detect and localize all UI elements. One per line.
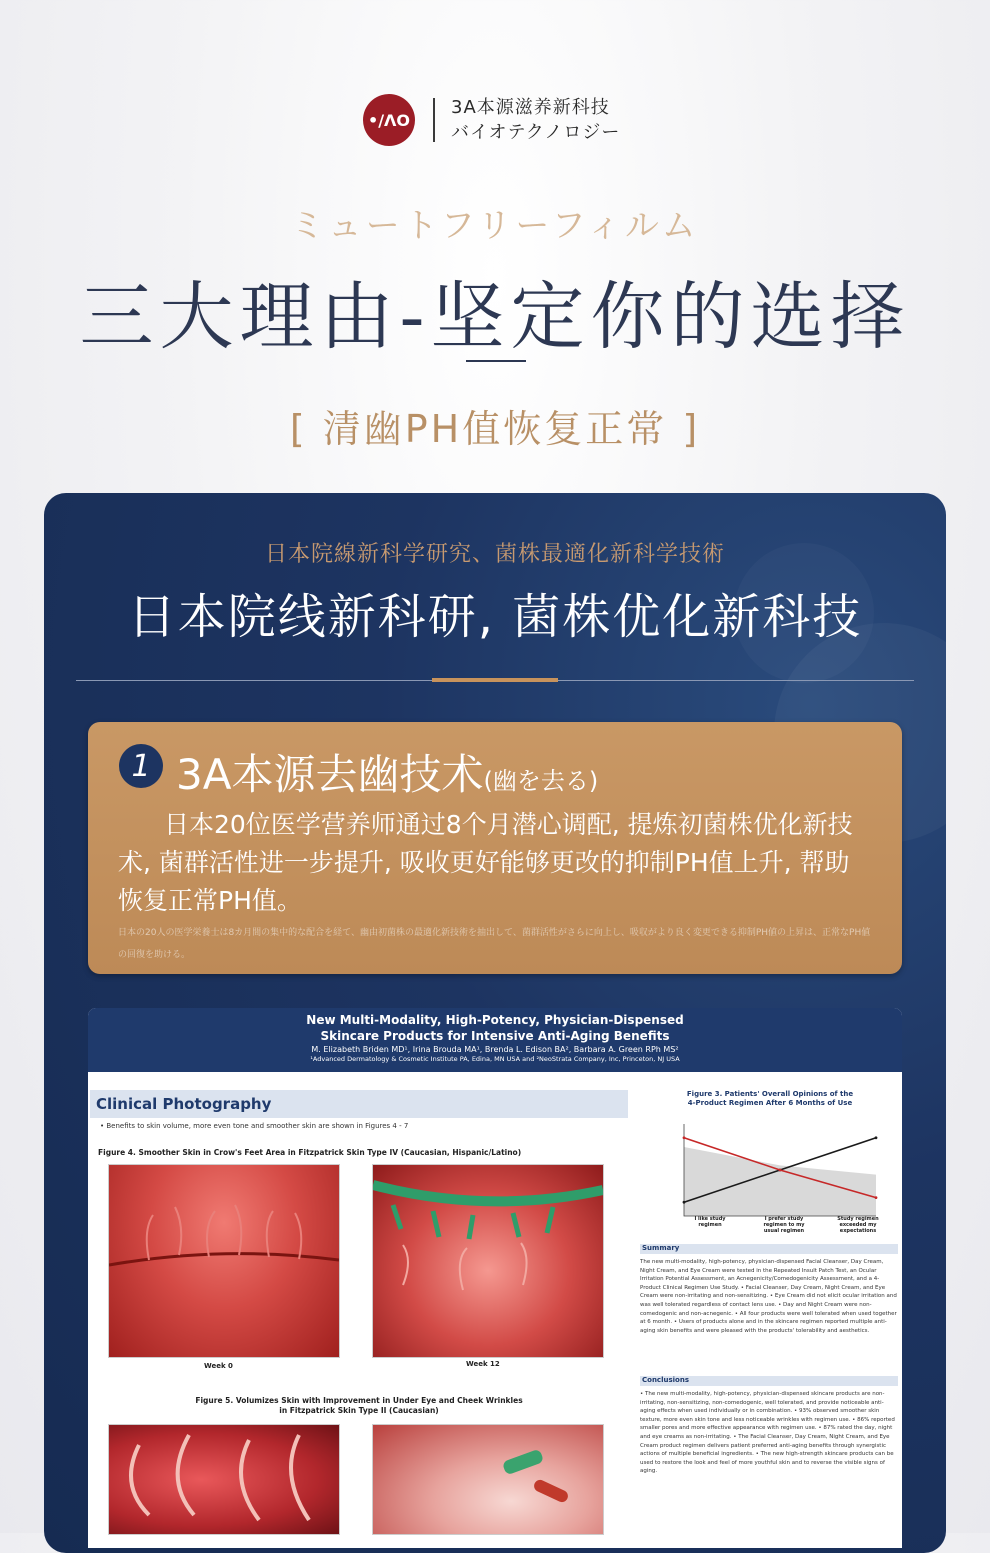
chart-x-labels (684, 1216, 884, 1234)
hero-subtitle-jp: ミュートフリーフィルム (290, 206, 700, 246)
title-underline (466, 360, 526, 362)
brand-divider (433, 98, 435, 142)
chart-title-line-2: 4-Product Regimen After 6 Months of Use (687, 1099, 853, 1107)
card-title-main: 3A本源去幽技术 (176, 750, 484, 799)
conclusions-heading: Conclusions (640, 1376, 898, 1386)
opinion-chart (660, 1116, 890, 1232)
poster-title-line-1: New Multi-Modality, High-Potency, Physician-Dispensed (306, 1013, 684, 1027)
chart-point (683, 1201, 686, 1204)
figure-5-caption (90, 1396, 628, 1416)
summary-text: The new multi-modality, high-potency, physician-dispensed Facial Cleanser, Day Cream, Night Cream, and Eye Cream were tested in the Repeated Insult Patch Test, an Ocular Irritation Potential Assessment, an Acnegenicity/Comedogenicity Assessment, and a 4-Product Clinical Regimen Use Study. • Facial Cleanser, Day Cream, Night Cream, and Eye Cream were non-irritating and non-sensitizing. • Eye Cream did not elicit ocular irritation and was well tolerated regardless of contact lens use. • Day and Night Cream were non-comedogenic and non-acnegenic. • All four products were well tolerated when used together at 6 month. • Users of products alone and in the skincare regimen reported multiple anti-aging skin benefits and were pleased with the products' tolerability and aesthetics. (640, 1259, 897, 1334)
chart-point (875, 1196, 878, 1199)
hero-bracket-tag: [ 清幽PH值恢复正常 ] (289, 407, 701, 451)
panel-cn-heading: 日本院线新科研, 菌株优化新科技 (127, 589, 863, 645)
brand-logo (363, 94, 415, 146)
photo-week-0 (108, 1164, 340, 1358)
summary-heading: Summary (640, 1244, 898, 1254)
photo-figure-5-before (108, 1424, 340, 1535)
poster-affiliations: ¹Advanced Dermatology & Cosmetic Institute PA, Edina, MN USA and ²NeoStrata Company, Inc, Princeton, NJ USA (310, 1055, 680, 1063)
poster-authors: M. Elizabeth Briden MD¹, Irina Brouda MA¹, Brenda L. Edison BA², Barbara A. Green RPh MS² (311, 1045, 679, 1054)
section-bullet: • Benefits to skin volume, more even tone and smoother skin are shown in Figures 4 - 7 (100, 1122, 409, 1130)
card-title-suffix: (幽を去る) (483, 767, 599, 795)
chart-x-label-2: I prefer study regimen to my usual regimen (763, 1216, 805, 1234)
poster-title-line-2: Skincare Products for Intensive Anti-Aging Benefits (320, 1029, 670, 1043)
chart-title (660, 1090, 880, 1108)
skin-illustration-week0 (109, 1165, 339, 1357)
card-title (176, 742, 598, 802)
brand-line-2: バイオテクノロジー (451, 122, 621, 143)
panel-jp-heading: 日本院線新科学研究、菌株最適化新科学技術 (264, 542, 725, 567)
conclusions-text: • The new multi-modality, high-potency, physician-dispensed skincare products are non-irritating, non-sensitizing, non-comedogenic, well tolerated, and provide noticeable anti-aging effects when used individually or in combination. • 93% observed smoother skin texture, more even skin tone and less noticeable wrinkles with regimen use. • 86% reported smaller pores and more effective appearance with regimen use. • 87% rated the day, night and eye creams as non-irritating. • The Facial Cleanser, Day Cream, Night Cream, and Eye Cream product regimen delivers patient preferred anti-aging benefits through synergistic actions of multiple beneficial ingredients. • The new high-strength skincare products can be used to restore the look and feel of more youthful skin and to reverse the visible signs of aging. (640, 1391, 895, 1475)
photo-figure-5-after (372, 1424, 604, 1535)
brand-logo-text: •/ΛO (367, 110, 411, 130)
chart-title-line-1: Figure 3. Patients' Overall Opinions of the (686, 1090, 854, 1098)
figure-5-caption-line-2: in Fitzpatrick Skin Type II (Caucasian) (279, 1406, 439, 1415)
chart-point (683, 1136, 686, 1139)
step-number-badge (119, 744, 163, 788)
figure-4-caption: Figure 4. Smoother Skin in Crow's Feet Area in Fitzpatrick Skin Type IV (Caucasian, Hispanic/Latino) (98, 1148, 522, 1157)
card-body: 日本20位医学营养师通过8个月潜心调配, 提炼初菌株优化新技术, 菌群活性进一步提升, 吸收更好能够更改的抑制PH值上升, 帮助恢复正常PH值。 (118, 810, 853, 915)
chart-x-label-1: I like study regimen (694, 1216, 726, 1228)
chart-point (875, 1136, 878, 1139)
poster-header (88, 1008, 902, 1072)
skin-illustration-fig5-after (373, 1425, 603, 1534)
skin-illustration-week12 (373, 1165, 603, 1357)
hero-title: 三大理由-坚定你的选择 (79, 274, 911, 360)
skin-illustration-fig5-before (109, 1425, 339, 1534)
brand-text (451, 95, 620, 145)
figure-5-caption-line-1: Figure 5. Volumizes Skin with Improvement in Under Eye and Cheek Wrinkles (195, 1396, 523, 1405)
brand-line-1: 3A本源滋养新科技 (451, 97, 610, 118)
card-fine-print: 日本の20人の医学栄養士は8カ月間の集中的な配合を経て、幽由初菌株の最適化新技術を抽出して、菌群活性がさらに向上し、吸収がより良く変更できる抑制PH値の上昇は、正常なPH値の回復を助ける。 (118, 928, 871, 960)
chart-series-area (684, 1147, 876, 1216)
chart-point (779, 1169, 782, 1172)
label-week-12: Week 12 (466, 1360, 500, 1368)
section-title: Clinical Photography (96, 1095, 272, 1113)
label-week-0: Week 0 (204, 1362, 233, 1370)
chart-x-label-3: Study regimen exceeded my expectations (837, 1216, 879, 1234)
step-number: 1 (131, 748, 151, 784)
photo-week-12 (372, 1164, 604, 1358)
panel-divider-accent (432, 678, 558, 682)
brand-header (363, 94, 620, 146)
